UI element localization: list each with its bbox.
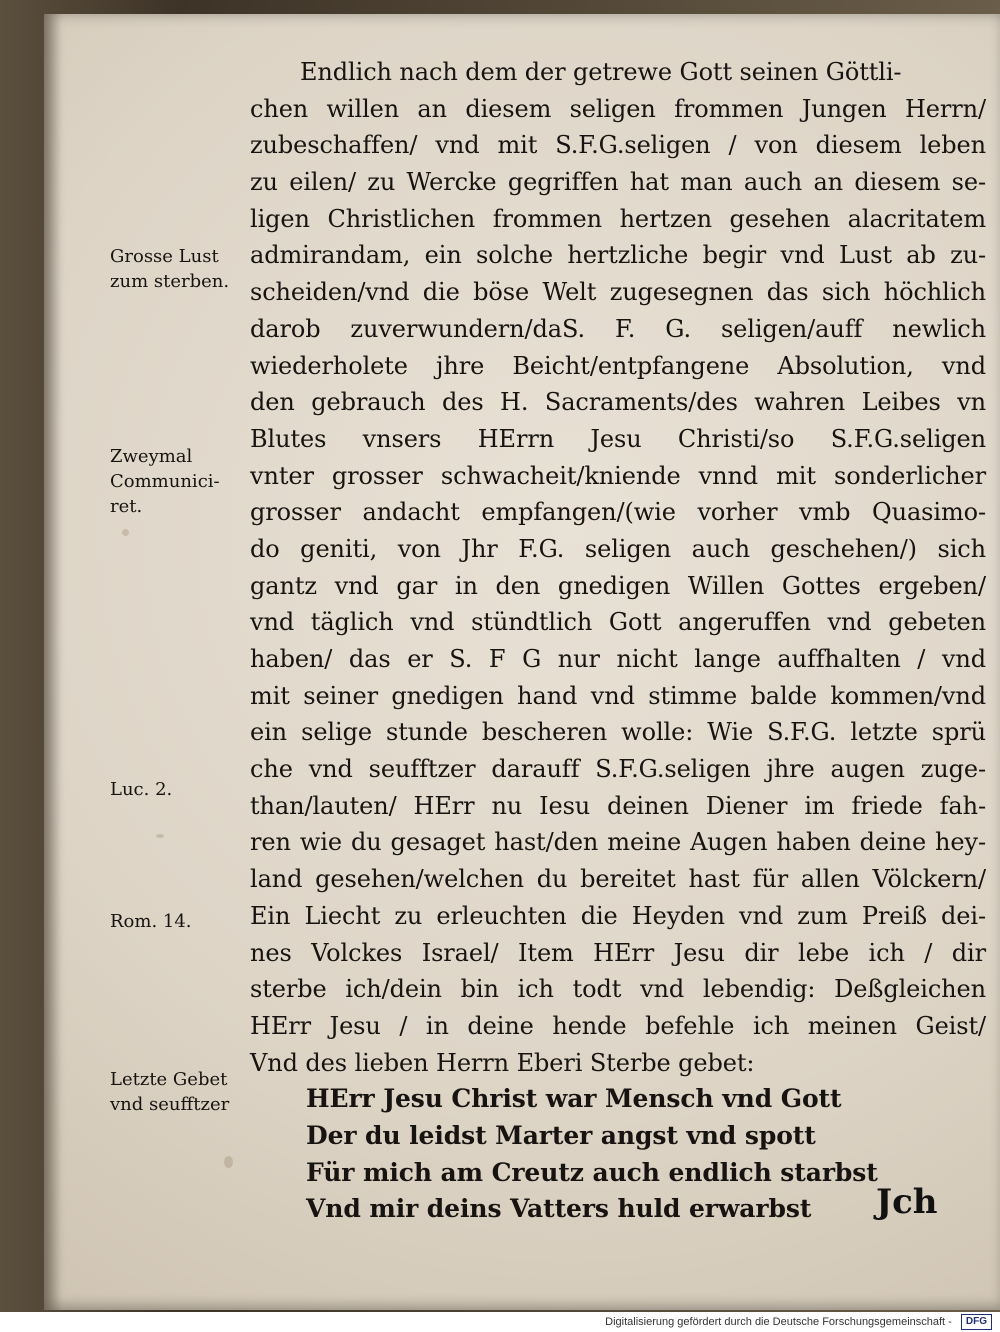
margin-note-communiciret	[110, 444, 260, 519]
text-line: admirandam, ein solche hertzliche begir vnd Lust ab zu-	[250, 241, 986, 270]
text-line: ein selige stunde bescheren wolle: Wie S.F.G. letzte sprü	[250, 718, 986, 747]
text-line: den gebrauch des H. Sacraments/des wahren Leibes vn	[250, 388, 986, 417]
text-line: sterbe ich/dein bin ich todt vnd lebendig: Deßgleichen	[250, 975, 986, 1004]
text-line: ren wie du gesaget hast/den meine Augen haben deine hey-	[250, 828, 986, 857]
catchword: Jch	[876, 1182, 938, 1222]
margin-note-line: Letzte Gebet	[110, 1069, 228, 1090]
text-line: nes Volckes Israel/ Item HErr Jesu dir lebe ich / dir	[250, 938, 986, 967]
text-line: Endlich nach dem der getrewe Gott seinen Göttli-	[300, 58, 902, 86]
text-line: Ein Liecht zu erleuchten die Heyden vnd zum Preiß dei-	[250, 901, 986, 930]
text-line: mit seiner gnedigen hand vnd stimme balde kommen/vnd	[250, 681, 986, 710]
digitization-footer	[0, 1312, 1000, 1332]
text-line: zu eilen/ zu Wercke gegriffen hat man auch an diesem se-	[250, 168, 986, 197]
margin-note-line: zum sterben.	[110, 271, 230, 292]
margin-note-luc	[110, 777, 260, 802]
dfg-logo-text: DFG	[965, 1316, 987, 1328]
text-line: gantz vnd gar in den gnedigen Willen Gottes ergeben/	[250, 571, 986, 600]
paper-stain	[224, 1156, 233, 1168]
paper-stain	[122, 529, 129, 536]
text-line: haben/ das er S. F G nur nicht lange auffhalten / vnd	[250, 645, 986, 673]
text-line: che vnd seufftzer darauff S.F.G.seligen jhre augen zuge-	[250, 755, 986, 784]
text-line: zubeschaffen/ vnd mit S.F.G.seligen / von diesem leben	[250, 131, 986, 160]
text-line: vnter grosser schwacheit/kniende vnnd mit sonderlicher	[250, 461, 986, 490]
text-line: chen willen an diesem seligen frommen Jungen Herrn/	[250, 94, 986, 123]
margin-note-line: vnd seufftzer	[110, 1094, 230, 1115]
text-line: darob zuverwundern/daS. F. G. seligen/auff newlich	[250, 314, 986, 343]
prayer-line: Für mich am Creutz auch endlich starbst	[306, 1157, 878, 1187]
paper-stain	[156, 834, 164, 838]
footer-text: Digitalisierung gefördert durch die Deutsche Forschungsgemeinschaft -	[605, 1316, 952, 1328]
prayer-line: HErr Jesu Christ war Mensch vnd Gott	[306, 1084, 842, 1114]
text-line: wiederholete jhre Beicht/entpfangene Absolution, vnd	[250, 351, 986, 380]
book-page	[44, 14, 1000, 1310]
text-line: than/lauten/ HErr nu Iesu deinen Diener im friede fah-	[250, 791, 986, 820]
dfg-logo-icon	[961, 1314, 992, 1330]
margin-note-letzte-gebet	[110, 1067, 260, 1117]
text-line: ligen Christlichen frommen hertzen gesehen alacritatem	[250, 204, 986, 233]
text-line: do geniti, von Jhr F.G. seligen auch geschehen/) sich	[250, 534, 986, 563]
text-line: Blutes vnsers HErrn Jesu Christi/so S.F.G.seligen	[250, 424, 986, 453]
margin-note-line: ret.	[110, 496, 143, 517]
margin-note-line: Zweymal	[110, 446, 193, 467]
text-line: HErr Jesu / in deine hende befehle ich meinen Geist/	[250, 1011, 986, 1040]
prayer-line: Vnd mir deins Vatters huld erwarbst	[306, 1194, 812, 1224]
text-line: vnd täglich vnd stündtlich Gott angeruffen vnd gebeten	[250, 608, 986, 637]
margin-note-line: Luc. 2.	[110, 779, 173, 800]
text-line: Vnd des lieben Herrn Eberi Sterbe gebet:	[250, 1048, 755, 1077]
margin-note-line: Communici-	[110, 471, 220, 492]
prayer-line: Der du leidst Marter angst vnd spott	[306, 1120, 816, 1150]
text-line: scheiden/vnd die böse Welt zugesegnen das sich höchlich	[250, 278, 986, 307]
margin-note-line: Rom. 14.	[110, 911, 192, 932]
body-text	[250, 54, 986, 1228]
margin-note-line: Grosse Lust	[110, 246, 219, 267]
text-line: grosser andacht empfangen/(wie vorher vmb Quasimo-	[250, 498, 986, 527]
margin-note-grosse-lust	[110, 244, 260, 294]
margin-note-rom	[110, 909, 260, 934]
text-line: land gesehen/welchen du bereitet hast für allen Völckern/	[250, 865, 986, 894]
